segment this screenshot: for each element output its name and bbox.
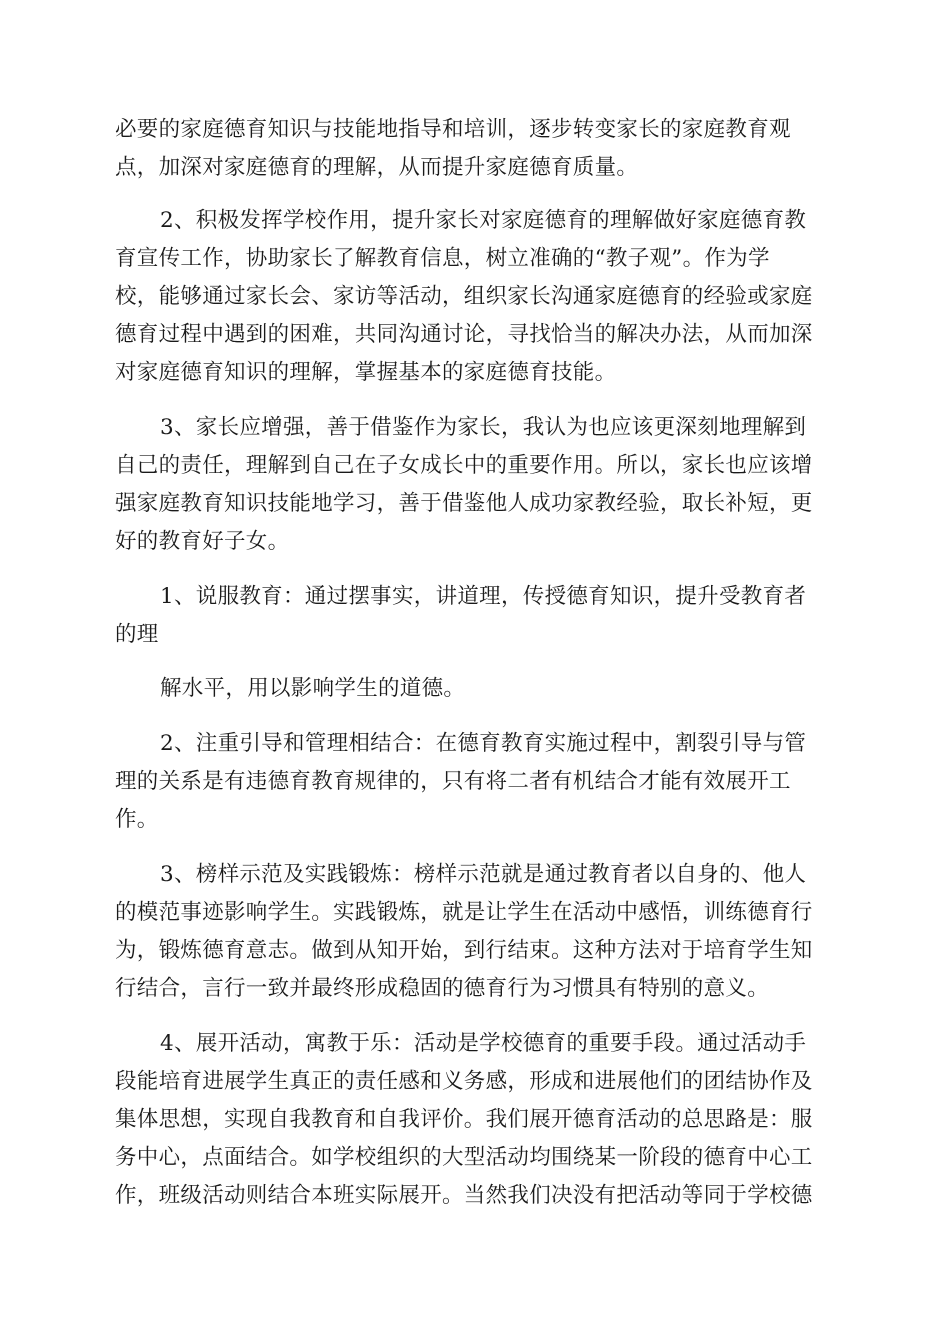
text-line: 对家庭德育知识的理解，掌握基本的家庭德育技能。 xyxy=(115,360,617,385)
text-line: 理的关系是有违德育教育规律的，只有将二者有机结合才能有效展开工 xyxy=(115,769,791,794)
text-line: 的理 xyxy=(115,622,159,647)
text-line: 作，班级活动则结合本班实际展开。当然我们决没有把活动等同于学校德 xyxy=(115,1183,813,1208)
text-line: 点，加深对家庭德育的理解，从而提升家庭德育质量。 xyxy=(115,155,639,180)
text-line: 为，锻炼德育意志。做到从知开始，到行结束。这种方法对于培育学生知 xyxy=(115,938,813,963)
text-line: 必要的家庭德育知识与技能地指导和培训，逐步转变家长的家庭教育观 xyxy=(115,117,791,142)
text-line: 2、积极发挥学校作用，提升家长对家庭德育的理解做好家庭德育教 xyxy=(160,208,807,233)
text-line: 4、展开活动，寓教于乐：活动是学校德育的重要手段。通过活动手 xyxy=(160,1031,807,1056)
text-line: 校，能够通过家长会、家访等活动，组织家长沟通家庭德育的经验或家庭 xyxy=(115,284,813,309)
text-line: 育宣传工作，协助家长了解教育信息，树立准确的“教子观”。作为学 xyxy=(115,246,770,271)
text-line: 好的教育好子女。 xyxy=(115,529,290,554)
text-line: 强家庭教育知识技能地学习，善于借鉴他人成功家教经验，取长补短，更 xyxy=(115,491,813,516)
text-line: 解水平，用以影响学生的道德。 xyxy=(160,676,466,701)
text-line: 集体思想，实现自我教育和自我评价。我们展开德育活动的总思路是：服 xyxy=(115,1107,813,1132)
text-line: 3、榜样示范及实践锻炼：榜样示范就是通过教育者以自身的、他人 xyxy=(160,862,807,887)
text-line: 3、家长应增强，善于借鉴作为家长，我认为也应该更深刻地理解到 xyxy=(160,415,807,440)
text-line: 1、说服教育：通过摆事实，讲道理，传授德育知识，提升受教育者 xyxy=(160,584,807,609)
text-line: 务中心，点面结合。如学校组织的大型活动均围绕某一阶段的德育中心工 xyxy=(115,1145,813,1170)
text-line: 的模范事迹影响学生。实践锻炼，就是让学生在活动中感悟，训练德育行 xyxy=(115,900,813,925)
text-line: 2、注重引导和管理相结合：在德育教育实施过程中，割裂引导与管 xyxy=(160,731,807,756)
text-line: 自己的责任，理解到自己在子女成长中的重要作用。所以，家长也应该增 xyxy=(115,453,813,478)
text-line: 行结合，言行一致并最终形成稳固的德育行为习惯具有特别的意义。 xyxy=(115,976,770,1001)
text-line: 作。 xyxy=(115,807,159,832)
text-line: 德育过程中遇到的困难，共同沟通讨论，寻找恰当的解决办法，从而加深 xyxy=(115,322,813,347)
text-line: 段能培育进展学生真正的责任感和义务感，形成和进展他们的团结协作及 xyxy=(115,1069,813,1094)
